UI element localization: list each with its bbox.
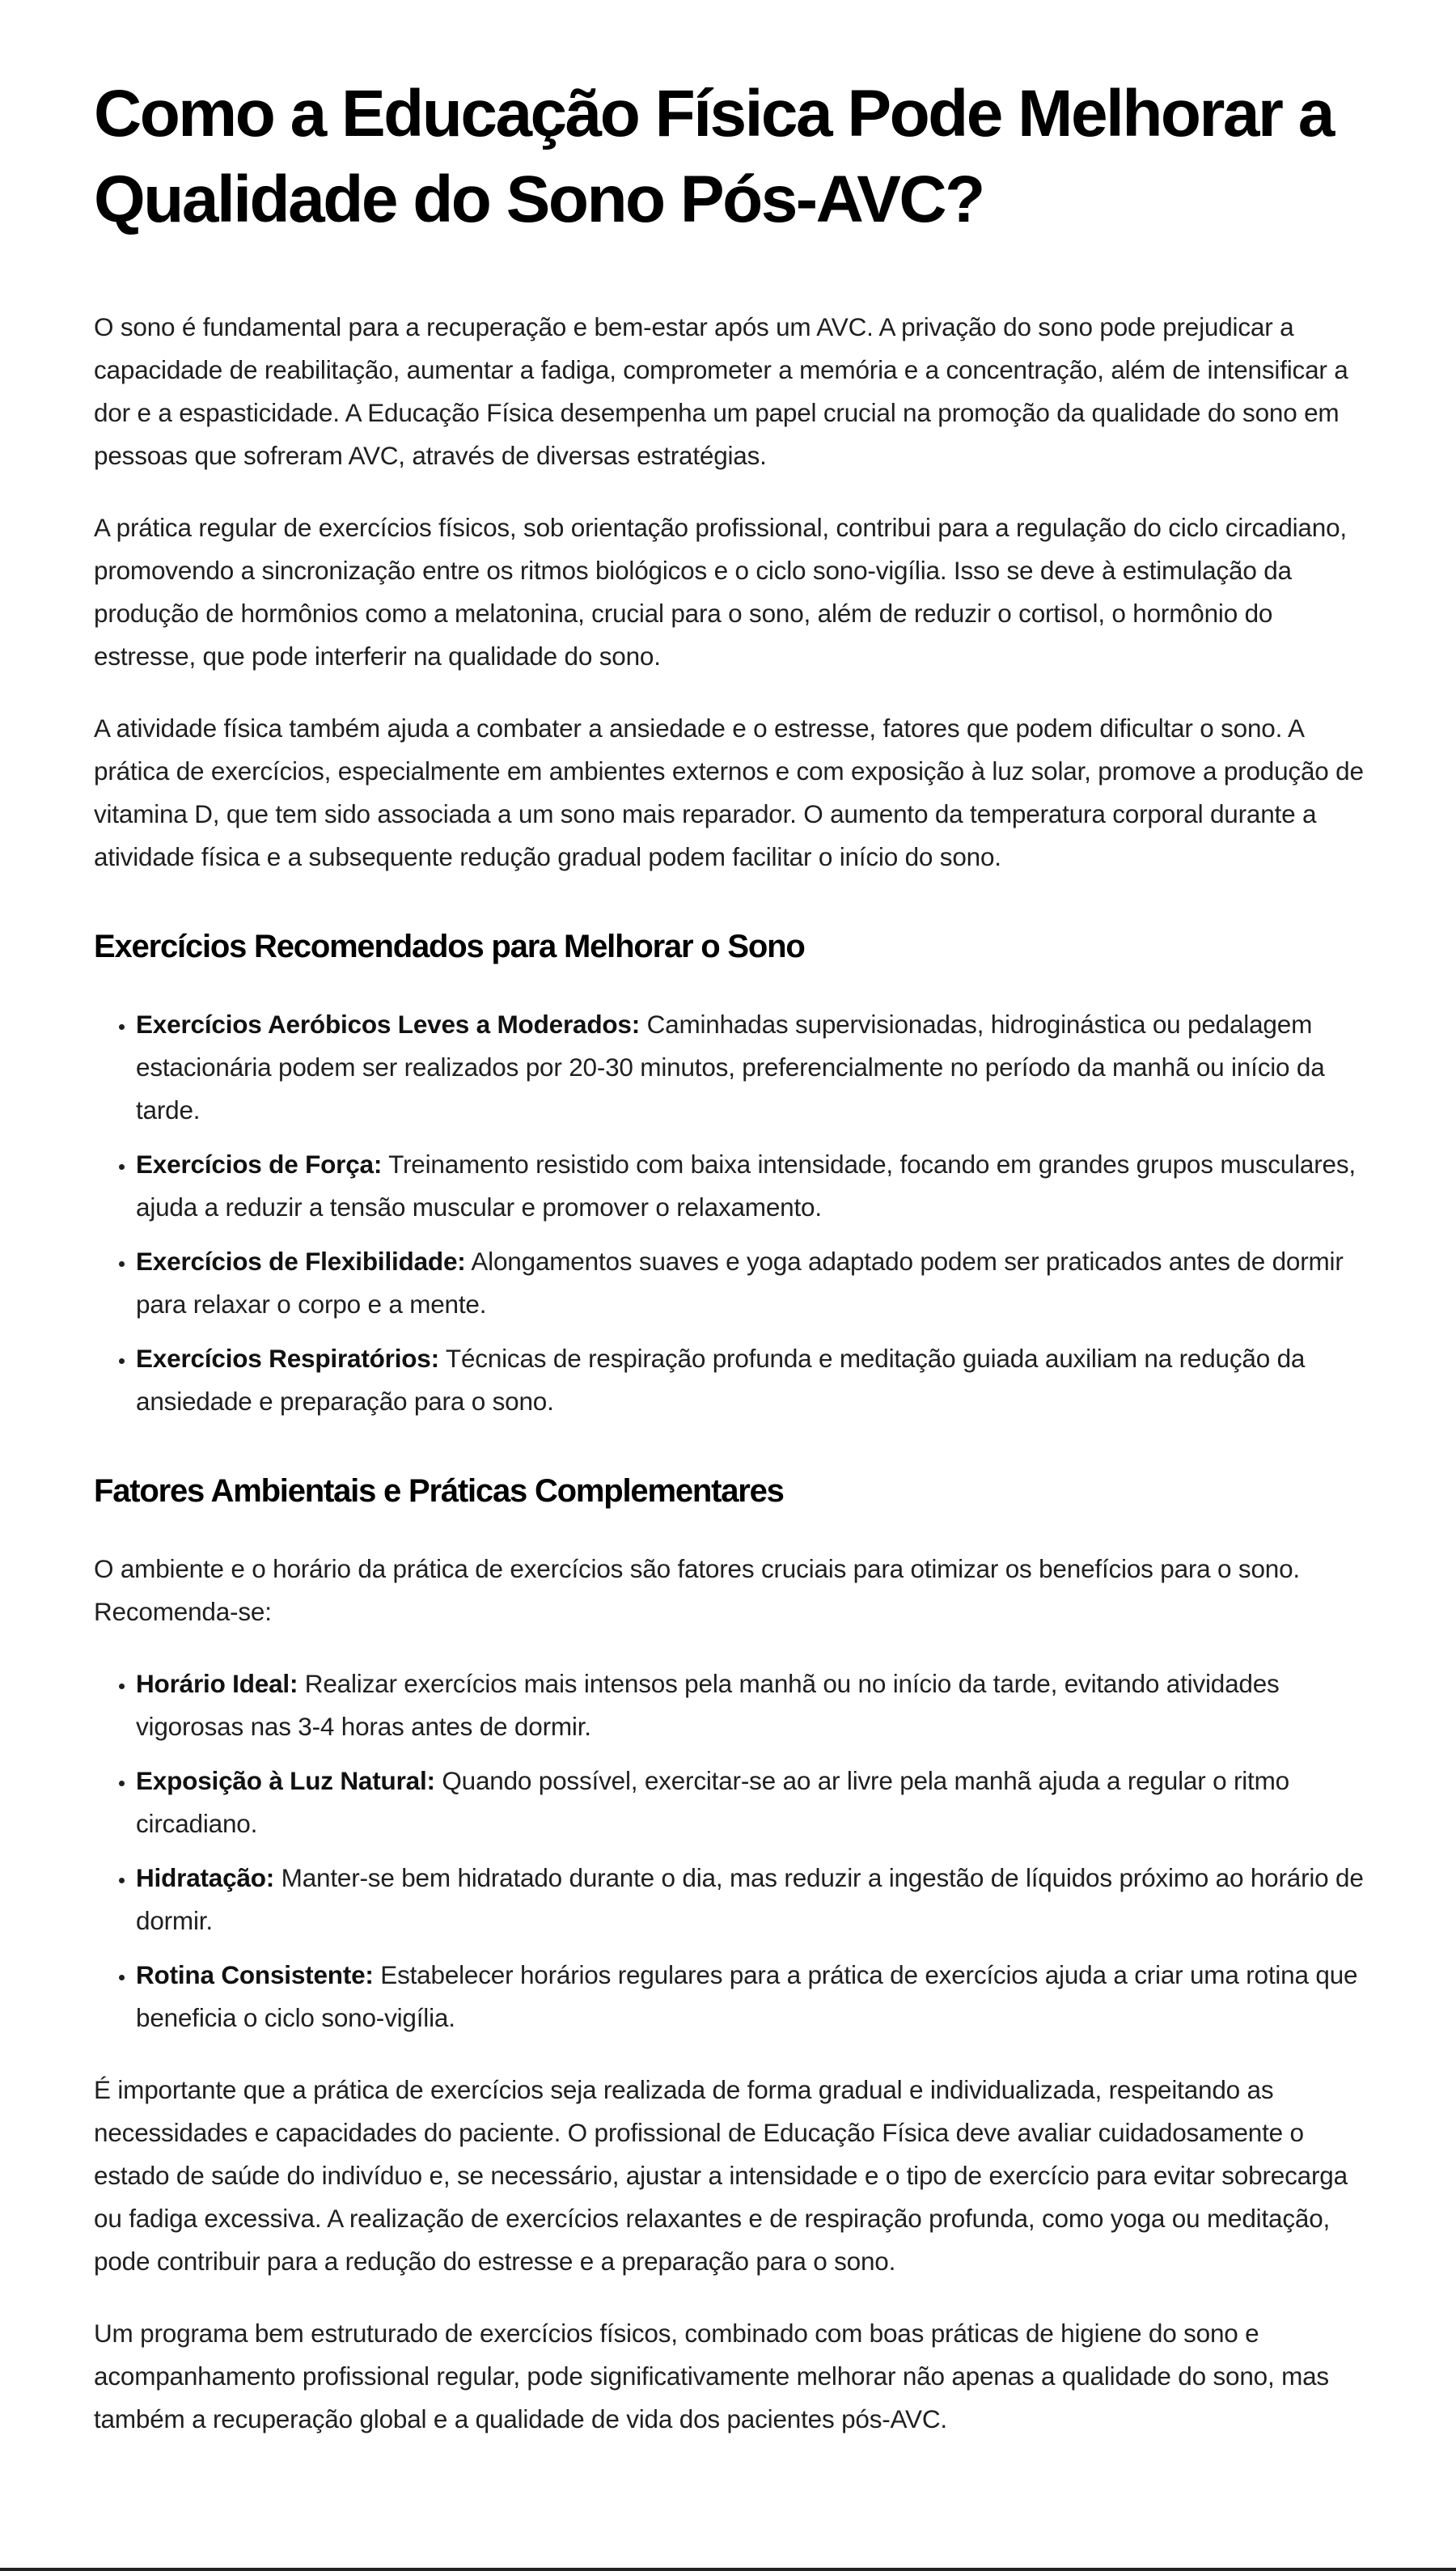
bottom-divider bbox=[0, 2568, 1456, 2571]
item-label: Rotina Consistente: bbox=[136, 1960, 374, 1989]
practice-list bbox=[94, 1662, 1365, 2039]
item-label: Exercícios Aeróbicos Leves a Moderados: bbox=[136, 1010, 641, 1039]
exercise-list bbox=[94, 1003, 1365, 1423]
closing-paragraph: Um programa bem estruturado de exercícios físicos, combinado com boas práticas de higiene do sono e acompanhamento profissional regular, pode significativamente melhorar não apenas a qualidade do sono, mas também a recuperação global e a qualidade de vida dos pacientes pós-AVC. bbox=[94, 2319, 1329, 2433]
item-text: Alongamentos suaves e yoga adaptado podem ser praticados antes de dormir para relaxar o corpo e a mente. bbox=[136, 1247, 1344, 1319]
section-heading-environment: Fatores Ambientais e Práticas Complementares bbox=[94, 1473, 784, 1509]
list-item bbox=[136, 1337, 1365, 1423]
list-item bbox=[136, 1143, 1365, 1229]
page-title: Como a Educação Física Pode Melhorar a Qualidade do Sono Pós-AVC? bbox=[94, 77, 1333, 236]
list-item bbox=[136, 1954, 1365, 2039]
item-label: Exercícios Respiratórios: bbox=[136, 1344, 439, 1373]
list-item bbox=[136, 1240, 1365, 1326]
item-text: Técnicas de respiração profunda e meditação guiada auxiliam na redução da ansiedade e preparação para o sono. bbox=[136, 1344, 1306, 1416]
article bbox=[94, 71, 1365, 2470]
intro-paragraph: A prática regular de exercícios físicos, sob orientação profissional, contribui para a regulação do ciclo circadiano, promovendo a sincronização entre os ritmos biológicos e o ciclo sono-vigília. Isso se deve à estimulação da produção de hormônios como a melatonina, crucial para o sono, além de reduzir o cortisol, o hormônio do estresse, que pode interferir na qualidade do sono. bbox=[94, 513, 1347, 671]
list-item bbox=[136, 1857, 1365, 1942]
item-text: Quando possível, exercitar-se ao ar livre pela manhã ajuda a regular o ritmo circadiano. bbox=[136, 1766, 1289, 1838]
item-text: Realizar exercícios mais intensos pela manhã ou no início da tarde, evitando atividades vigorosas nas 3-4 horas antes de dormir. bbox=[136, 1669, 1280, 1741]
item-text: Manter-se bem hidratado durante o dia, mas reduzir a ingestão de líquidos próximo ao horário de dormir. bbox=[136, 1863, 1364, 1935]
item-label: Hidratação: bbox=[136, 1863, 275, 1892]
item-label: Exercícios de Flexibilidade: bbox=[136, 1247, 466, 1276]
list-item bbox=[136, 1662, 1365, 1748]
intro-paragraph: O sono é fundamental para a recuperação e bem-estar após um AVC. A privação do sono pode prejudicar a capacidade de reabilitação, aumentar a fadiga, comprometer a memória e a concentração, além de intensificar a dor e a espasticidade. A Educação Física desempenha um papel crucial na promoção da qualidade do sono em pessoas que sofreram AVC, através de diversas estratégias. bbox=[94, 312, 1348, 470]
list-item bbox=[136, 1760, 1365, 1845]
intro-paragraph: A atividade física também ajuda a combater a ansiedade e o estresse, fatores que podem dificultar o sono. A prática de exercícios, especialmente em ambientes externos e com exposição à luz solar, promove a produção de vitamina D, que tem sido associada a um sono mais reparador. O aumento da temperatura corporal durante a atividade física e a subsequente redução gradual podem facilitar o início do sono. bbox=[94, 714, 1364, 871]
section-heading-exercises: Exercícios Recomendados para Melhorar o Sono bbox=[94, 929, 805, 964]
item-label: Exercícios de Força: bbox=[136, 1150, 383, 1179]
item-text: Treinamento resistido com baixa intensidade, focando em grandes grupos musculares, ajuda a reduzir a tensão muscular e promover o relaxamento. bbox=[136, 1150, 1356, 1222]
list-item bbox=[136, 1003, 1365, 1132]
item-text: Caminhadas supervisionadas, hidroginástica ou pedalagem estacionária podem ser realizados por 20-30 minutos, preferencialmente no período da manhã ou início da tarde. bbox=[136, 1010, 1325, 1125]
closing-paragraph: É importante que a prática de exercícios seja realizada de forma gradual e individualizada, respeitando as necessidades e capacidades do paciente. O profissional de Educação Física deve avaliar cuidadosamente o estado de saúde do indivíduo e, se necessário, ajustar a intensidade e o tipo de exercício para evitar sobrecarga ou fadiga excessiva. A realização de exercícios relaxantes e de respiração profunda, como yoga ou meditação, pode contribuir para a redução do estresse e a preparação para o sono. bbox=[94, 2075, 1348, 2276]
item-text: Estabelecer horários regulares para a prática de exercícios ajuda a criar uma rotina que beneficia o ciclo sono-vigília. bbox=[136, 1960, 1358, 2032]
item-label: Exposição à Luz Natural: bbox=[136, 1766, 435, 1795]
section-lead: O ambiente e o horário da prática de exercícios são fatores cruciais para otimizar os benefícios para o sono. Recomenda-se: bbox=[94, 1554, 1300, 1626]
item-label: Horário Ideal: bbox=[136, 1669, 298, 1698]
